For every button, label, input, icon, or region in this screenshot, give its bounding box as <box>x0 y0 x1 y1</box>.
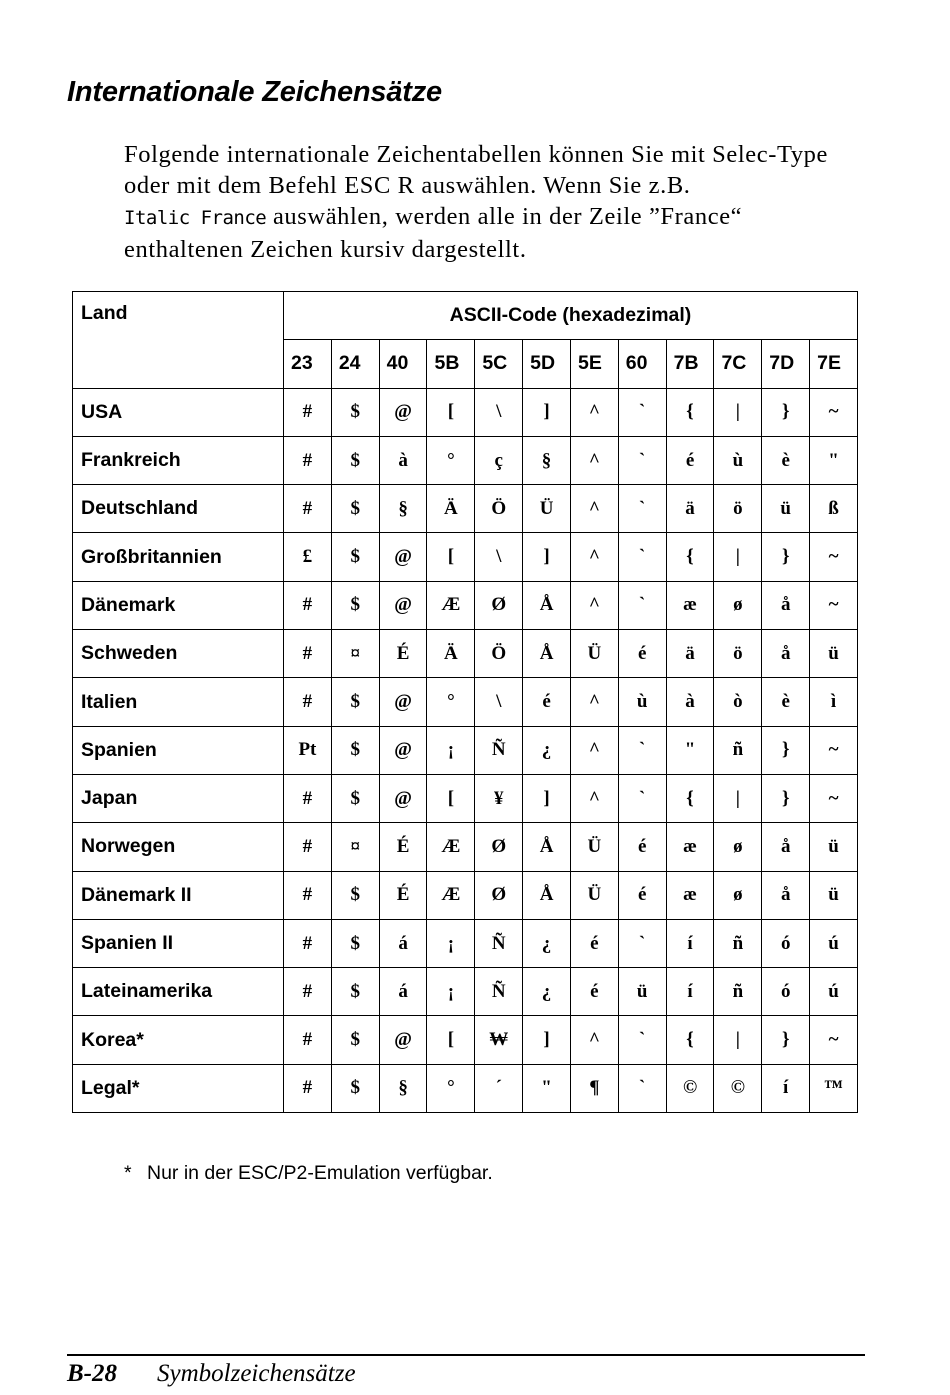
hex-code-header: 7E <box>810 340 858 388</box>
character-cell: ó <box>762 968 810 1016</box>
country-name: Schweden <box>73 630 284 678</box>
character-cell: | <box>714 1016 762 1064</box>
character-cell: É <box>379 871 427 919</box>
character-cell: # <box>284 436 332 484</box>
character-cell: } <box>762 533 810 581</box>
character-cell: ` <box>618 485 666 533</box>
hex-code-header: 7C <box>714 340 762 388</box>
character-cell: # <box>284 968 332 1016</box>
character-cell: ¶ <box>570 1064 618 1112</box>
country-name: Italien <box>73 678 284 726</box>
character-cell: | <box>714 388 762 436</box>
character-cell: ñ <box>714 726 762 774</box>
country-name: Dänemark II <box>73 871 284 919</box>
character-cell: # <box>284 485 332 533</box>
character-cell: Ñ <box>475 919 523 967</box>
character-cell: ü <box>810 871 858 919</box>
character-cell: @ <box>379 1016 427 1064</box>
country-name: Japan <box>73 774 284 822</box>
character-cell: ^ <box>570 533 618 581</box>
character-cell: ç <box>475 436 523 484</box>
character-cell: à <box>379 436 427 484</box>
character-cell: ` <box>618 1064 666 1112</box>
footer-divider <box>67 1354 865 1356</box>
character-cell: ^ <box>570 388 618 436</box>
character-cell: ¡ <box>427 919 475 967</box>
character-cell: í <box>762 1064 810 1112</box>
country-name: Norwegen <box>73 823 284 871</box>
character-cell: @ <box>379 388 427 436</box>
character-cell: § <box>379 485 427 533</box>
character-cell: ß <box>810 485 858 533</box>
character-cell: ñ <box>714 919 762 967</box>
character-cell: $ <box>331 485 379 533</box>
character-cell: Æ <box>427 871 475 919</box>
character-set-body <box>73 388 858 1112</box>
character-cell: $ <box>331 533 379 581</box>
character-cell: ´ <box>475 1064 523 1112</box>
page-footer <box>67 1358 356 1390</box>
character-cell: ` <box>618 388 666 436</box>
character-cell: Æ <box>427 823 475 871</box>
character-cell: Ü <box>570 630 618 678</box>
footnote-marker: * <box>124 1162 132 1184</box>
character-cell: | <box>714 533 762 581</box>
character-cell: Ñ <box>475 726 523 774</box>
character-cell: $ <box>331 1016 379 1064</box>
character-cell: " <box>666 726 714 774</box>
table-header-row <box>73 292 858 340</box>
character-cell: @ <box>379 774 427 822</box>
character-cell: [ <box>427 1016 475 1064</box>
character-cell: @ <box>379 533 427 581</box>
character-cell: é <box>523 678 571 726</box>
character-cell: ò <box>714 678 762 726</box>
character-cell: á <box>379 919 427 967</box>
character-cell: Ö <box>475 485 523 533</box>
section-name: Symbolzeichensätze <box>157 1360 356 1387</box>
character-cell: ü <box>810 630 858 678</box>
character-cell: $ <box>331 919 379 967</box>
table-row <box>73 1016 858 1064</box>
character-cell: $ <box>331 968 379 1016</box>
character-cell: ø <box>714 871 762 919</box>
character-cell: § <box>379 1064 427 1112</box>
hex-code-header: 23 <box>284 340 332 388</box>
country-name: Lateinamerika <box>73 968 284 1016</box>
character-cell: é <box>570 968 618 1016</box>
character-cell: é <box>570 919 618 967</box>
character-cell: } <box>762 1016 810 1064</box>
character-cell: Ö <box>475 630 523 678</box>
character-cell: © <box>666 1064 714 1112</box>
hex-code-header: 5C <box>475 340 523 388</box>
character-cell: Ü <box>570 871 618 919</box>
country-name: Deutschland <box>73 485 284 533</box>
country-name: Großbritannien <box>73 533 284 581</box>
character-cell: $ <box>331 678 379 726</box>
character-cell: è <box>762 678 810 726</box>
character-cell: # <box>284 630 332 678</box>
character-cell: å <box>762 630 810 678</box>
character-cell: í <box>666 968 714 1016</box>
character-cell: É <box>379 823 427 871</box>
character-cell: æ <box>666 871 714 919</box>
character-cell: $ <box>331 436 379 484</box>
character-cell: æ <box>666 581 714 629</box>
character-cell: å <box>762 871 810 919</box>
table-row <box>73 919 858 967</box>
table-row <box>73 485 858 533</box>
country-name: USA <box>73 388 284 436</box>
character-cell: # <box>284 1064 332 1112</box>
character-cell: ù <box>714 436 762 484</box>
table-row <box>73 968 858 1016</box>
character-cell: ó <box>762 919 810 967</box>
character-set-table <box>72 291 858 1113</box>
character-cell: ¡ <box>427 968 475 1016</box>
character-cell: ™ <box>810 1064 858 1112</box>
character-cell: # <box>284 871 332 919</box>
table-row <box>73 436 858 484</box>
character-cell: Å <box>523 823 571 871</box>
character-cell: " <box>810 436 858 484</box>
hex-code-header: 5D <box>523 340 571 388</box>
character-cell: ^ <box>570 678 618 726</box>
character-cell: @ <box>379 678 427 726</box>
character-cell: ú <box>810 919 858 967</box>
character-cell: ] <box>523 388 571 436</box>
character-cell: ~ <box>810 1016 858 1064</box>
character-cell: Ø <box>475 823 523 871</box>
country-name: Spanien II <box>73 919 284 967</box>
character-cell: ° <box>427 436 475 484</box>
character-cell: ] <box>523 533 571 581</box>
character-cell: ] <box>523 774 571 822</box>
land-column-header: Land <box>73 292 284 389</box>
intro-text-before: Folgende internationale Zeichentabellen können Sie mit Selec-Type oder mit dem Befehl ESC R auswählen. Wenn Sie z.B. <box>124 141 829 199</box>
character-cell: # <box>284 919 332 967</box>
character-cell: ú <box>810 968 858 1016</box>
character-cell: ^ <box>570 774 618 822</box>
character-cell: Ø <box>475 581 523 629</box>
table-row <box>73 871 858 919</box>
character-cell: Æ <box>427 581 475 629</box>
character-cell: ¤ <box>331 823 379 871</box>
character-cell: # <box>284 1016 332 1064</box>
character-cell: Ä <box>427 485 475 533</box>
character-cell: $ <box>331 581 379 629</box>
character-cell: ¡ <box>427 726 475 774</box>
hex-code-header: 60 <box>618 340 666 388</box>
character-cell: å <box>762 581 810 629</box>
table-row <box>73 630 858 678</box>
character-cell: # <box>284 774 332 822</box>
character-cell: ¥ <box>475 774 523 822</box>
table-row <box>73 533 858 581</box>
table-row <box>73 774 858 822</box>
character-cell: @ <box>379 726 427 774</box>
character-cell: # <box>284 823 332 871</box>
page-number: B-28 <box>67 1360 117 1387</box>
character-cell: ü <box>618 968 666 1016</box>
character-cell: Ü <box>523 485 571 533</box>
character-cell: í <box>666 919 714 967</box>
character-cell: é <box>618 823 666 871</box>
footnote <box>124 1162 493 1185</box>
character-cell: © <box>714 1064 762 1112</box>
character-cell: # <box>284 388 332 436</box>
character-cell: ^ <box>570 581 618 629</box>
character-cell: [ <box>427 388 475 436</box>
character-cell: ` <box>618 581 666 629</box>
footnote-text: Nur in der ESC/P2-Emulation verfügbar. <box>147 1162 493 1184</box>
character-cell: Å <box>523 871 571 919</box>
character-cell: \ <box>475 388 523 436</box>
character-cell: £ <box>284 533 332 581</box>
character-cell: $ <box>331 388 379 436</box>
character-cell: ~ <box>810 388 858 436</box>
character-cell: à <box>666 678 714 726</box>
character-cell: { <box>666 533 714 581</box>
table-row <box>73 726 858 774</box>
character-cell: # <box>284 581 332 629</box>
character-cell: ¿ <box>523 919 571 967</box>
character-cell: á <box>379 968 427 1016</box>
character-cell: ü <box>762 485 810 533</box>
character-cell: ö <box>714 630 762 678</box>
intro-paragraph <box>124 139 854 265</box>
character-cell: ^ <box>570 726 618 774</box>
hex-code-header: 40 <box>379 340 427 388</box>
character-cell: \ <box>475 533 523 581</box>
character-cell: ^ <box>570 1016 618 1064</box>
character-cell: ø <box>714 581 762 629</box>
character-cell: É <box>379 630 427 678</box>
hex-code-header: 7D <box>762 340 810 388</box>
character-cell: ù <box>618 678 666 726</box>
table-row <box>73 678 858 726</box>
character-cell: ~ <box>810 533 858 581</box>
character-cell: è <box>762 436 810 484</box>
character-cell: $ <box>331 726 379 774</box>
character-cell: \ <box>475 678 523 726</box>
character-cell: ° <box>427 678 475 726</box>
character-cell: ~ <box>810 581 858 629</box>
character-cell: ` <box>618 436 666 484</box>
character-cell: Ü <box>570 823 618 871</box>
table-row <box>73 581 858 629</box>
hex-code-header: 24 <box>331 340 379 388</box>
character-cell: ø <box>714 823 762 871</box>
table-row <box>73 823 858 871</box>
character-cell: } <box>762 388 810 436</box>
character-cell: $ <box>331 871 379 919</box>
character-cell: ° <box>427 1064 475 1112</box>
page-title: Internationale Zeichensätze <box>67 76 442 108</box>
character-cell: ` <box>618 1016 666 1064</box>
intro-code-example: Italic France <box>124 207 267 229</box>
character-cell: ¿ <box>523 726 571 774</box>
country-name: Korea* <box>73 1016 284 1064</box>
character-cell: " <box>523 1064 571 1112</box>
character-cell: ] <box>523 1016 571 1064</box>
character-cell: ö <box>714 485 762 533</box>
character-cell: å <box>762 823 810 871</box>
character-cell: ñ <box>714 968 762 1016</box>
character-cell: ^ <box>570 485 618 533</box>
character-cell: Å <box>523 630 571 678</box>
character-cell: ~ <box>810 774 858 822</box>
country-name: Frankreich <box>73 436 284 484</box>
hex-code-header: 7B <box>666 340 714 388</box>
character-cell: } <box>762 774 810 822</box>
character-cell: Pt <box>284 726 332 774</box>
intro-text-after: auswählen, werden alle in der Zeile ”France“ enthaltenen Zeichen kursiv dargestellt. <box>124 203 743 263</box>
country-name: Dänemark <box>73 581 284 629</box>
character-cell: # <box>284 678 332 726</box>
country-name: Legal* <box>73 1064 284 1112</box>
character-cell: ü <box>810 823 858 871</box>
character-cell: { <box>666 388 714 436</box>
character-cell: ` <box>618 533 666 581</box>
character-cell: ` <box>618 919 666 967</box>
character-cell: ` <box>618 726 666 774</box>
table-row <box>73 1064 858 1112</box>
ascii-code-header: ASCII-Code (hexadezimal) <box>284 292 858 340</box>
character-cell: ì <box>810 678 858 726</box>
character-cell: | <box>714 774 762 822</box>
character-cell: § <box>523 436 571 484</box>
character-cell: é <box>666 436 714 484</box>
table-row <box>73 388 858 436</box>
character-cell: Ø <box>475 871 523 919</box>
character-cell: Ñ <box>475 968 523 1016</box>
character-cell: é <box>618 630 666 678</box>
character-cell: { <box>666 774 714 822</box>
character-cell: ä <box>666 485 714 533</box>
character-cell: @ <box>379 581 427 629</box>
character-cell: Ä <box>427 630 475 678</box>
character-cell: ^ <box>570 436 618 484</box>
character-cell: $ <box>331 774 379 822</box>
character-cell: [ <box>427 533 475 581</box>
character-cell: Å <box>523 581 571 629</box>
character-cell: ₩ <box>475 1016 523 1064</box>
character-cell: é <box>618 871 666 919</box>
character-cell: [ <box>427 774 475 822</box>
character-cell: $ <box>331 1064 379 1112</box>
character-cell: ¿ <box>523 968 571 1016</box>
character-cell: } <box>762 726 810 774</box>
character-cell: ¤ <box>331 630 379 678</box>
character-cell: ~ <box>810 726 858 774</box>
character-cell: æ <box>666 823 714 871</box>
hex-code-header: 5B <box>427 340 475 388</box>
character-cell: ä <box>666 630 714 678</box>
character-cell: { <box>666 1016 714 1064</box>
character-cell: ` <box>618 774 666 822</box>
country-name: Spanien <box>73 726 284 774</box>
hex-code-header: 5E <box>570 340 618 388</box>
